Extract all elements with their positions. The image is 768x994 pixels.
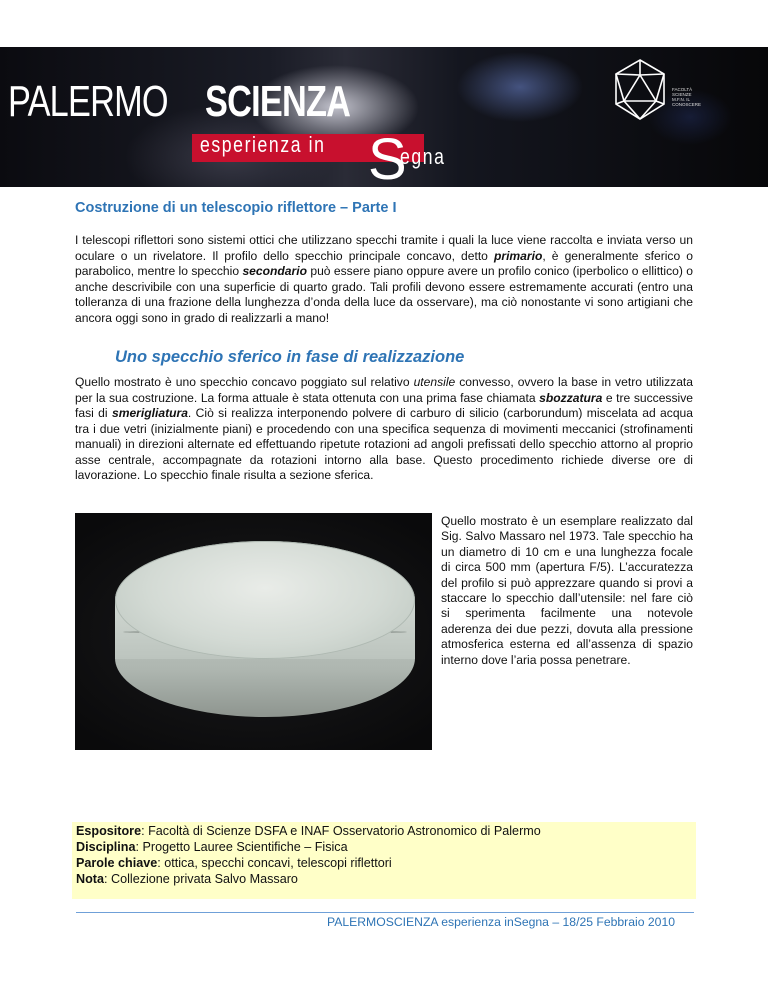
brand-bold: SCIENZA bbox=[205, 77, 351, 126]
info-parole-chiave: Parole chiave: ottica, specchi concavi, telescopi riflettori bbox=[76, 856, 392, 870]
footer-divider bbox=[76, 912, 694, 913]
term-primario: primario bbox=[493, 248, 543, 263]
term-secondario: secondario bbox=[242, 264, 307, 278]
subtitle-big-s: S bbox=[368, 127, 407, 187]
logo-caption: FACOLTÀ SCIENZE M.F.N. IL CONOSCERE bbox=[672, 87, 702, 107]
info-disciplina: Disciplina: Progetto Lauree Scientifiche – Fisica bbox=[76, 840, 348, 854]
intro-paragraph: I telescopi riflettori sono sistemi ottici che utilizzano specchi tramite i quali la luce viene raccolta e inviata verso un oculare o un rivelatore. Il profilo dello specchio principale concavo, detto primario, è generalmente sferico o parabolico, mentre lo specchio secondario può essere piano oppure avere un profilo conico (iperbolico o ellittico) o anche descrivibile con una superficie di quarto grado. Tali profili devono essere estremamente accurati (entro una tolleranza di una frazione della lunghezza d’onda della luce da osservare), ma ciò nonostante vi sono artigiani che ancora oggi sono in grado di realizzarli a mano! bbox=[75, 233, 693, 325]
icosahedron-logo-icon bbox=[612, 57, 668, 123]
info-espositore: Espositore: Facoltà di Scienze DSFA e INAF Osservatorio Astronomico di Palermo bbox=[76, 824, 541, 838]
mirror-surface bbox=[115, 541, 415, 659]
term-sbozzatura: sbozzatura bbox=[539, 390, 603, 405]
page-title: Costruzione di un telescopio riflettore – Parte I bbox=[75, 200, 397, 216]
info-nota: Nota: Collezione privata Salvo Massaro bbox=[76, 872, 298, 886]
info-box bbox=[72, 822, 696, 899]
mirror-photo bbox=[75, 513, 432, 750]
footer-text: PALERMOSCIENZA esperienza inSegna – 18/25 Febbraio 2010 bbox=[327, 915, 675, 929]
process-paragraph: Quello mostrato è uno specchio concavo poggiato sul relativo utensile convesso, ovvero la base in vetro utilizzata per la sua costruzione. La forma attuale è stata ottenuta con una prima fase chiamata sbozzatura e tre successive fasi di smerigliatura. Ciò si realizza interponendo polvere di carburo di silicio (carborundum) miscelata ad acqua tra i due vetri (inizialmente piani) e procedendo con una specifica sequenza di movimenti meccanici (strofinamenti manuali) in direzioni alternate ed effettuando ripetute rotazioni ad angoli prefissati dello specchio attorno al proprio asse centrale, accompagnate da rotazioni intorno alla base. Questo procedimento richiede diverse ore di lavorazione. Lo specchio finale risulta a sezione sferica. bbox=[75, 375, 694, 482]
term-smerigliatura: smerigliatura bbox=[111, 406, 188, 420]
section-heading: Uno specchio sferico in fase di realizzazione bbox=[115, 348, 465, 366]
brand-wordmark bbox=[8, 77, 351, 127]
subtitle-part1: esperienza in bbox=[200, 132, 326, 157]
term-utensile: utensile bbox=[413, 375, 456, 389]
specimen-paragraph: Quello mostrato è un esemplare realizzato dal Sig. Salvo Massaro nel 1973. Tale specchio ha un diametro di 10 cm e una lunghezza focale di circa 500 mm (apertura F/5). L’accuratezza del profilo si può apprezzare quando si provi a staccare lo specchio dall’utensile: nel fare ciò si sperimenta facilmente una notevole aderenza dei due pezzi, dovuta alla pressione atmosferica esterna ed all’assenza di spazio interno dove l’aria possa penetrare. bbox=[441, 514, 693, 667]
subtitle-part2: egna bbox=[400, 144, 446, 169]
header-banner bbox=[0, 47, 768, 187]
brand-light: PALERMO bbox=[8, 77, 168, 126]
